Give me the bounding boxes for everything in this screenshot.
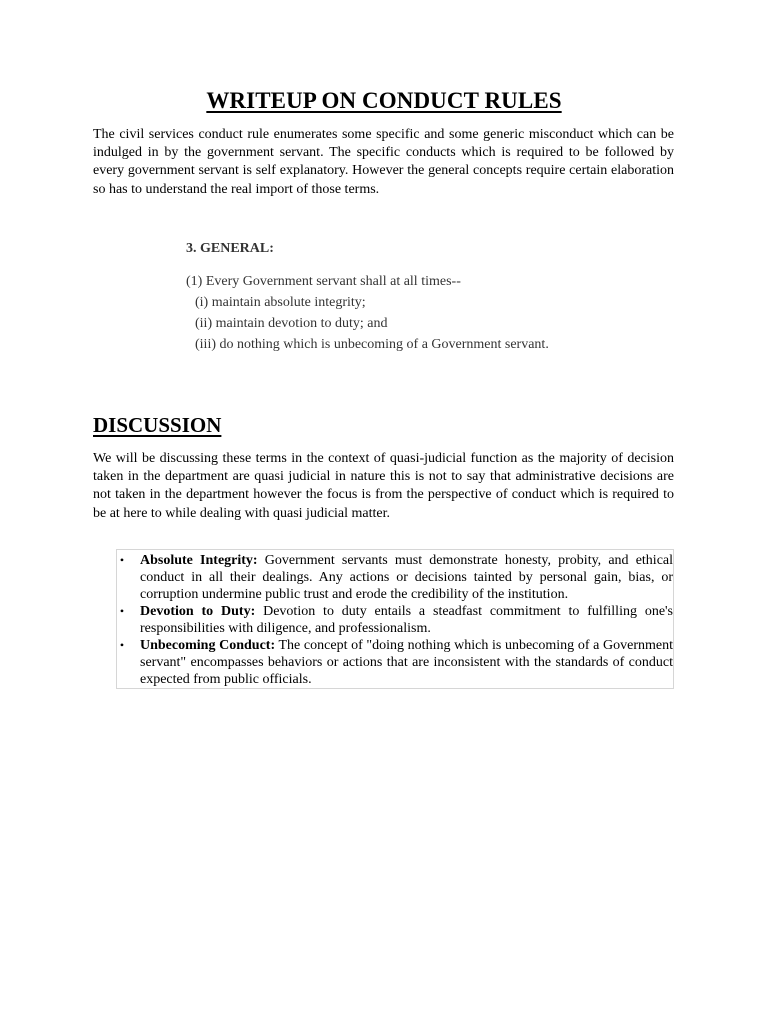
discussion-paragraph: We will be discussing these terms in the context of quasi-judicial function as the majority of decision taken in the department are quasi judicial in nature this is not to say that administrative decisions are not taken in the department however the focus is from the perspective of conduct which is required to be at here to while dealing with quasi judicial matter.	[93, 451, 674, 521]
document-title: WRITEUP ON CONDUCT RULES	[206, 88, 562, 113]
rule-lead: (1) Every Government servant shall at all times--	[186, 274, 461, 289]
bullet-text: Devotion to duty entails a steadfast commitment to fulfilling one's responsibilities with diligence, and professionalism.	[140, 604, 673, 636]
bullet-icon: •	[119, 604, 125, 618]
bullet-icon: •	[119, 638, 125, 652]
discussion-heading: DISCUSSION	[93, 413, 222, 437]
bullet-text: Government servants must demonstrate honesty, probity, and ethical conduct in all their dealings. Any actions or decisions tainted by personal gain, bias, or corruption undermine public trust and erode the credibility of the institution.	[140, 553, 674, 602]
bullet-icon: •	[119, 553, 125, 567]
list-item	[117, 637, 673, 688]
rule-item: (iii) do nothing which is unbecoming of a Government servant.	[195, 337, 549, 352]
rule-item: (i) maintain absolute integrity;	[195, 295, 366, 310]
rule-excerpt	[186, 240, 646, 355]
bullet-list	[116, 549, 674, 689]
list-item	[117, 603, 673, 637]
list-item	[117, 552, 673, 603]
bullet-term: Absolute Integrity:	[140, 553, 258, 568]
rule-item: (ii) maintain devotion to duty; and	[195, 316, 388, 331]
bullet-term: Devotion to Duty:	[140, 604, 256, 619]
intro-paragraph: The civil services conduct rule enumerates some specific and some generic misconduct which can be indulged in by the government servant. The specific conducts which is required to be followed by every government servant is self explanatory. However the general concepts require certain elaboration so has to understand the real import of those terms.	[93, 127, 674, 197]
bullet-term: Unbecoming Conduct:	[140, 638, 276, 653]
bullet-text: The concept of "doing nothing which is unbecoming of a Government servant" encompasses behaviors or actions that are inconsistent with the standards of conduct expected from public officials.	[140, 638, 673, 687]
rule-heading: 3. GENERAL:	[186, 241, 274, 256]
